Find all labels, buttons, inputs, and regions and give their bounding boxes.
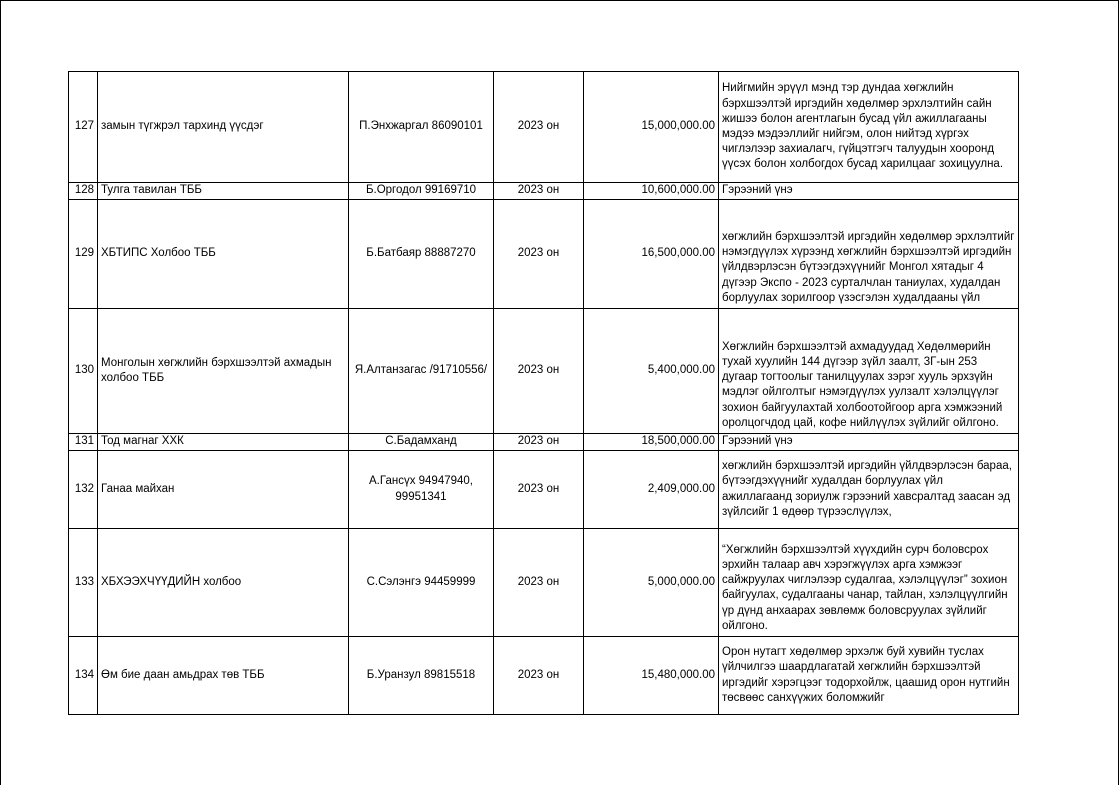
contact-person: А.Гансүх 94947940, 99951341 <box>349 451 494 529</box>
table-row <box>69 309 1019 434</box>
organization-name: Өм бие даан амьдрах төв ТББ <box>98 637 349 715</box>
table-row <box>69 183 1019 200</box>
table-row <box>69 529 1019 637</box>
organization-name: замын түгжрэл тархинд үүсдэг <box>98 72 349 183</box>
organization-name: ХБХЭЭХЧҮҮДИЙН холбоо <box>98 529 349 637</box>
contact-person: Б.Уранзул 89815518 <box>349 637 494 715</box>
table-row <box>69 200 1019 309</box>
year: 2023 он <box>494 434 584 451</box>
contact-person: С.Сэлэнгэ 94459999 <box>349 529 494 637</box>
year: 2023 он <box>494 451 584 529</box>
description: Гэрээний үнэ <box>719 183 1019 200</box>
row-number: 129 <box>69 200 98 309</box>
amount: 5,000,000.00 <box>584 529 719 637</box>
row-number: 131 <box>69 434 98 451</box>
contact-person: Б.Батбаяр 88887270 <box>349 200 494 309</box>
organization-name: ХБТИПС Холбоо ТББ <box>98 200 349 309</box>
organization-name: Тулга тавилан ТББ <box>98 183 349 200</box>
amount: 18,500,000.00 <box>584 434 719 451</box>
row-number: 128 <box>69 183 98 200</box>
organization-name: Ганаа майхан <box>98 451 349 529</box>
amount: 16,500,000.00 <box>584 200 719 309</box>
table-row <box>69 637 1019 715</box>
year: 2023 он <box>494 183 584 200</box>
row-number: 130 <box>69 309 98 434</box>
year: 2023 он <box>494 200 584 309</box>
description: хөгжлийн бэрхшээлтэй иргэдийн үйлдвэрлэсэн бараа, бүтээгдэхүүнийг худалдан борлуулах үйл ажиллагаанд зориулж гэрээний хавсралтад заасан эд зүйлсийг 1 өдөөр түрээслүүлэх, <box>719 451 1019 529</box>
year: 2023 он <box>494 309 584 434</box>
organization-name: Монголын хөгжлийн бэрхшээлтэй ахмадын холбоо ТББ <box>98 309 349 434</box>
year: 2023 он <box>494 529 584 637</box>
amount: 15,000,000.00 <box>584 72 719 183</box>
description: Гэрээний үнэ <box>719 434 1019 451</box>
contact-person: Б.Оргодол 99169710 <box>349 183 494 200</box>
amount: 5,400,000.00 <box>584 309 719 434</box>
row-number: 134 <box>69 637 98 715</box>
organization-name: Тод магнаг ХХК <box>98 434 349 451</box>
year: 2023 он <box>494 637 584 715</box>
table-row <box>69 434 1019 451</box>
amount: 2,409,000.00 <box>584 451 719 529</box>
data-table <box>68 71 1019 715</box>
contact-person: Я.Алтанзагас /91710556/ <box>349 309 494 434</box>
description: хөгжлийн бэрхшээлтэй иргэдийн хөдөлмөр эрхлэлтийг нэмэгдүүлэх хүрээнд хөгжлийн бэрхшээлтэй иргэдийн үйлдвэрлэсэн бүтээгдэхүүнийг Монгол хятадыг 4 дүгээр Экспо - 2023 сурталчлан таниулах, худалдан борлуулах зорилгоор үзэсгэлэн худалдааны үйл <box>719 200 1019 309</box>
row-number: 127 <box>69 72 98 183</box>
description: “Хөгжлийн бэрхшээлтэй хүүхдийн сурч боловсрох эрхийн талаар авч хэрэгжүүлэх арга хэмжээг сайжруулах чиглэлээр судалгаа, хэлэлцүүлэг” зохион байгуулах, судалгааны чанар, тайлан, хэлэлцүүлгийн үр дүнд анхаарах зөвлөмж боловсруулах зүйлийг ойлгоно. <box>719 529 1019 637</box>
amount: 15,480,000.00 <box>584 637 719 715</box>
table-row <box>69 72 1019 183</box>
amount: 10,600,000.00 <box>584 183 719 200</box>
description: Хөгжлийн бэрхшээлтэй ахмадуудад Хөдөлмөрийн тухай хуулийн 144 дүгээр зүйл заалт, 3Г-ын 253 дугаар тогтоолыг танилцуулах зэрэг хууль эрхзүйн мэдлэг ойлголтыг нэмэгдүүлэх уулзалт хэлэлцүүлэг зохион байгуулахтай холбоотойгоор арга хэмжээний оролцогчдод цай, кофе нийлүүлэх зүйлийг ойлгоно. <box>719 309 1019 434</box>
year: 2023 он <box>494 72 584 183</box>
contact-person: П.Энхжаргал 86090101 <box>349 72 494 183</box>
row-number: 132 <box>69 451 98 529</box>
row-number: 133 <box>69 529 98 637</box>
description: Орон нутагт хөдөлмөр эрхэлж буй хувийн туслах үйлчилгээ шаардлагатай хөгжлийн бэрхшээлтэй иргэдийг хэрэгцээг тодорхойлж, цаашид орон нутгийн төсвөөс санхүүжих боломжийг <box>719 637 1019 715</box>
contact-person: С.Бадамханд <box>349 434 494 451</box>
description: Нийгмийн эрүүл мэнд тэр дундаа хөгжлийн бэрхшээлтэй иргэдийн хөдөлмөр эрхлэлтийн сайн жишээ болон агентлагын бусад үйл ажиллагааны мэдээ мэдээллийг нийгэм, олон нийтэд хүргэх чиглэлээр захиалагч, гүйцэтгэгч талуудын хооронд үүсэх болон холбогдох бусад харилцааг зохицуулна. <box>719 72 1019 183</box>
table-row <box>69 451 1019 529</box>
